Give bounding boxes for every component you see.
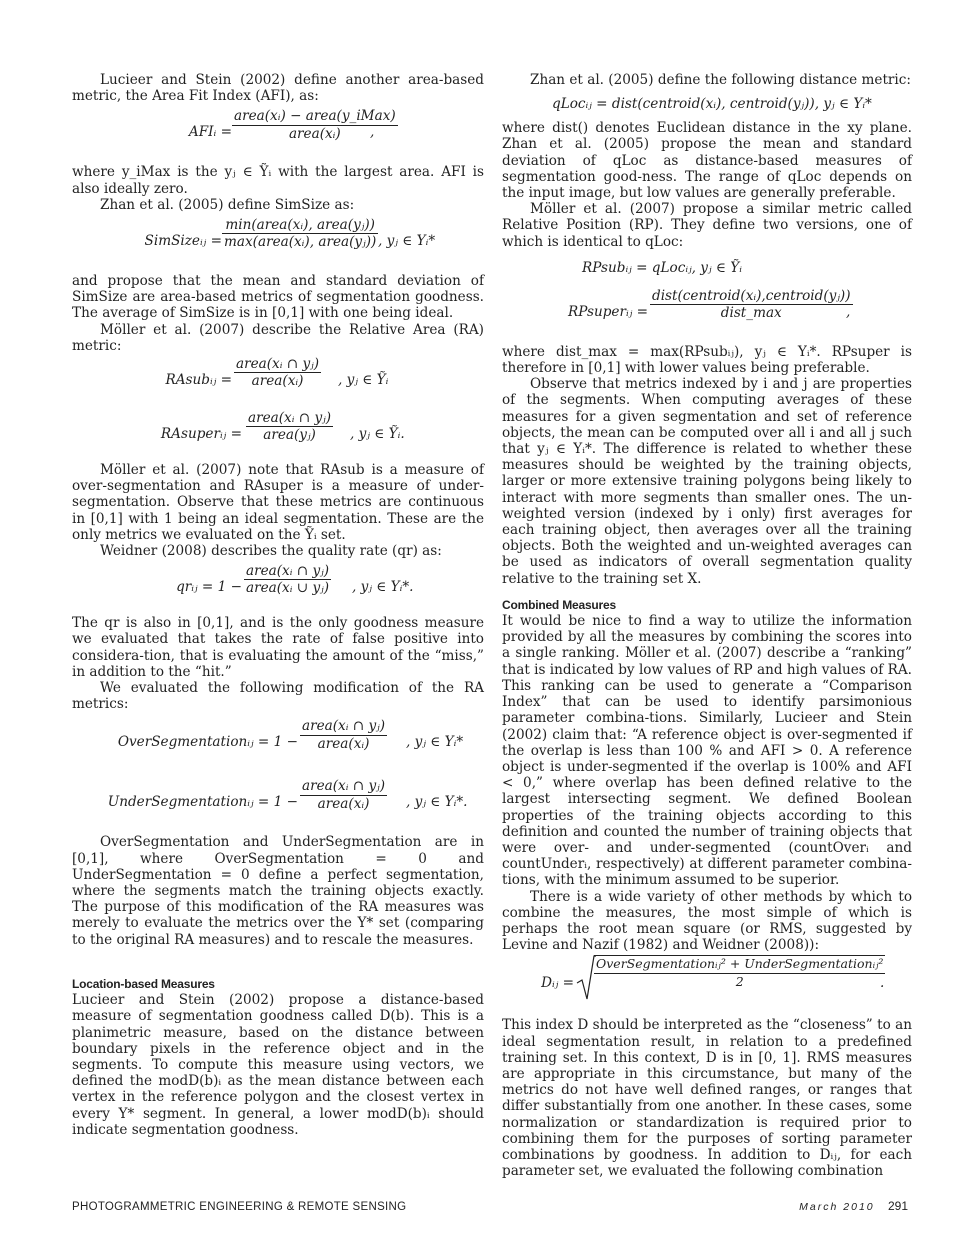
paragraph: The qr is also in [0,1], and is the only goodness measure we evaluated that takes the rate of false positive into considera-tion, that is evaluating the amount of the “miss,” in addition to the “hit.” <box>72 615 484 680</box>
paragraph: Zhan et al. (2005) define SimSize as: <box>100 196 355 213</box>
equation-rasub: RAsubᵢⱼ = area(xᵢ ∩ yⱼ) area(xᵢ) , yⱼ ∈ Ỹᵢ <box>165 356 389 390</box>
equation-d: Dᵢⱼ = OverSegmentationᵢⱼ² + UnderSegmentationᵢⱼ² 2 . <box>502 953 912 1017</box>
equation-oversegmentation: OverSegmentationᵢⱼ = 1 − area(xᵢ ∩ yⱼ) area(xᵢ) , yⱼ ∈ Yᵢ* <box>117 718 464 752</box>
paragraph: where dist() denotes Euclidean distance in the xy plane. Zhan et al. (2005) propose the mean and standard deviation of qLoc as distance-based measures of segmentation good-ness. The range of qLoc depends on the input image, but low values are generally preferable. <box>502 120 912 202</box>
issue-date: March 2010 <box>799 1201 875 1213</box>
paragraph: Zhan et al. (2005) define the following distance metric: <box>530 72 911 88</box>
page-footer <box>799 1199 908 1213</box>
section-heading-combined: Combined Measures <box>502 597 616 612</box>
paragraph: There is a wide variety of other methods by which to combine the measures, the most simple of which is perhaps the root mean square (or RMS, suggested by Levine and Nazif (1982) and Weidner (2008)): <box>502 888 912 954</box>
paragraph: This index D should be interpreted as the “closeness” to an ideal segmentation result, in relation to a predefined training set. In this context, D is in [0, 1]. RMS measures are appropriate in this circumstance, but many of the metrics do not have well defined ranges, or ranges that differ substantially from one another. In these cases, some normalization or standardization is required prior to combining them for the purposes of sorting parameter combinations by goodness. In addition to Dᵢⱼ, for each parameter set, we evaluated the following combination <box>502 1017 912 1180</box>
equation-qr: qrᵢⱼ = 1 − area(xᵢ ∩ yⱼ) area(xᵢ ∪ yⱼ) , yⱼ ∈ Yᵢ*. <box>176 563 414 597</box>
sqrt-symbol <box>576 955 596 1001</box>
page-number: 291 <box>887 1199 908 1213</box>
right-column <box>502 72 912 1179</box>
section-heading-location: Location-based Measures <box>72 976 215 991</box>
paragraph: Möller et al. (2007) note that RAsub is a measure of over-segmentation and RAsuper is a measure of under-segmentation. Observe that these metrics are continuous in [0,1] with 1 being an ideal segmentation. These are the only metrics we evaluated on the Ỹᵢ set. <box>72 462 484 543</box>
equation-rpsuper: RPsuperᵢⱼ = dist(centroid(xᵢ),centroid(yⱼ)) dist_max , <box>567 287 851 322</box>
paragraph: where dist_max = max(RPsubᵢⱼ), yⱼ ∈ Yᵢ*. RPsuper is therefore in [0,1] with lower values being preferable. <box>502 343 912 377</box>
equation-simsize: SimSizeᵢⱼ = min(area(xᵢ), area(yⱼ)) max(area(xᵢ), area(yⱼ)) , yⱼ ∈ Yᵢ* <box>144 217 436 251</box>
journal-name: PHOTOGRAMMETRIC ENGINEERING & REMOTE SENSING <box>72 1201 407 1213</box>
paragraph: It would be nice to find a way to utilize the information provided by all the measures by combining the scores into a single ranking. Möller et al. (2007) describe a “ranking” that is indicated by low values of RP and high values of RA. This ranking can be used to generate a “Comparison Index” that can be used to identify parsimonious parameter combina-tions. Similarly, Lucieer and Stein (2002) claim that: “A reference object is over-segmented if the overlap is less than 100 % and AFI > 0. A reference object is under-segmented if the overlap is 100% and AFI < 0,” where overlap has been defined relative to the largest intersecting segment. We defined Boolean properties of the training objects according to this definition and counted the number of training objects that were over- and under-segmented (countOverᵢ and countUnderᵢ, respectively) at different parameter combina-tions, with the minimum assumed to be superior. <box>502 613 912 889</box>
left-column <box>72 72 484 1138</box>
equation-qloc: qLocᵢⱼ = dist(centroid(xᵢ), centroid(yⱼ)), yⱼ ∈ Yᵢ* <box>552 96 872 113</box>
paragraph: Weidner (2008) describes the quality rate (qr) as: <box>100 543 442 560</box>
paragraph: Lucieer and Stein (2002) define another area-based metric, the Area Fit Index (AFI), as: <box>72 72 484 105</box>
equation-afi: AFIᵢ = area(xᵢ) − area(y_iMax) area(xᵢ) , <box>188 108 396 142</box>
paragraph: OverSegmentation and UnderSegmentation are in [0,1], where OverSegmentation = 0 and UnderSegmentation = 0 define a perfect segmentation, where the segments match the training objects exactly. The purpose of this modification of the RA measures was merely to evaluate the metrics over the Y* set (comparing to the original RA measures) and to rescale the measures. <box>72 834 484 948</box>
paragraph: Möller et al. (2007) propose a similar metric called Relative Position (RP). They define two versions, one of which is identical to qLoc: <box>502 201 912 250</box>
paragraph: We evaluated the following modification of the RA metrics: <box>72 680 484 713</box>
paragraph: where y_iMax is the yⱼ ∈ Ỹᵢ with the largest area. AFI is also ideally zero. <box>72 164 484 197</box>
paragraph: Lucieer and Stein (2002) propose a distance-based measure of segmentation goodness called D(b). This is a planimetric measure, based on the distance between boundary pixels in the reference object and in the segments. To compute this measure using vectors, we defined the modD(b)ᵢ as the mean distance between each vertex in the reference polygon and the closest vertex in every Y* segment. In general, a lower modD(b)ᵢ should indicate segmentation goodness. <box>72 992 484 1138</box>
paragraph: Möller et al. (2007) describe the Relative Area (RA) metric: <box>72 321 484 354</box>
equation-rpsub: RPsubᵢⱼ = qLocᵢⱼ, yⱼ ∈ Ỹᵢ <box>582 259 742 276</box>
paragraph: Observe that metrics indexed by i and j are properties of the segments. When computing averages of these measures for a given segmentation and set of reference objects, the mean can be computed over all i and all j such that yⱼ ∈ Yᵢ*. The difference is related to whether these measures should be weighted by the training objects, larger or more extensive training polygons being likely to interact with more segments than smaller ones. The un-weighted version (indexed by i only) first averages for each training object, then averages over all the training objects. Both the weighted and un-weighted averages can be used as indicators of overall segmentation quality relative to the training set X. <box>502 376 912 587</box>
equation-undersegmentation: UnderSegmentationᵢⱼ = 1 − area(xᵢ ∩ yⱼ) area(xᵢ) , yⱼ ∈ Yᵢ*. <box>107 778 468 812</box>
equation-rasuper: RAsuperᵢⱼ = area(xᵢ ∩ yⱼ) area(yⱼ) , yⱼ ∈ Ỹᵢ. <box>160 410 405 444</box>
paragraph: and propose that the mean and standard deviation of SimSize are area-based metrics of segmentation goodness. The average of SimSize is in [0,1] with one being ideal. <box>72 273 484 322</box>
